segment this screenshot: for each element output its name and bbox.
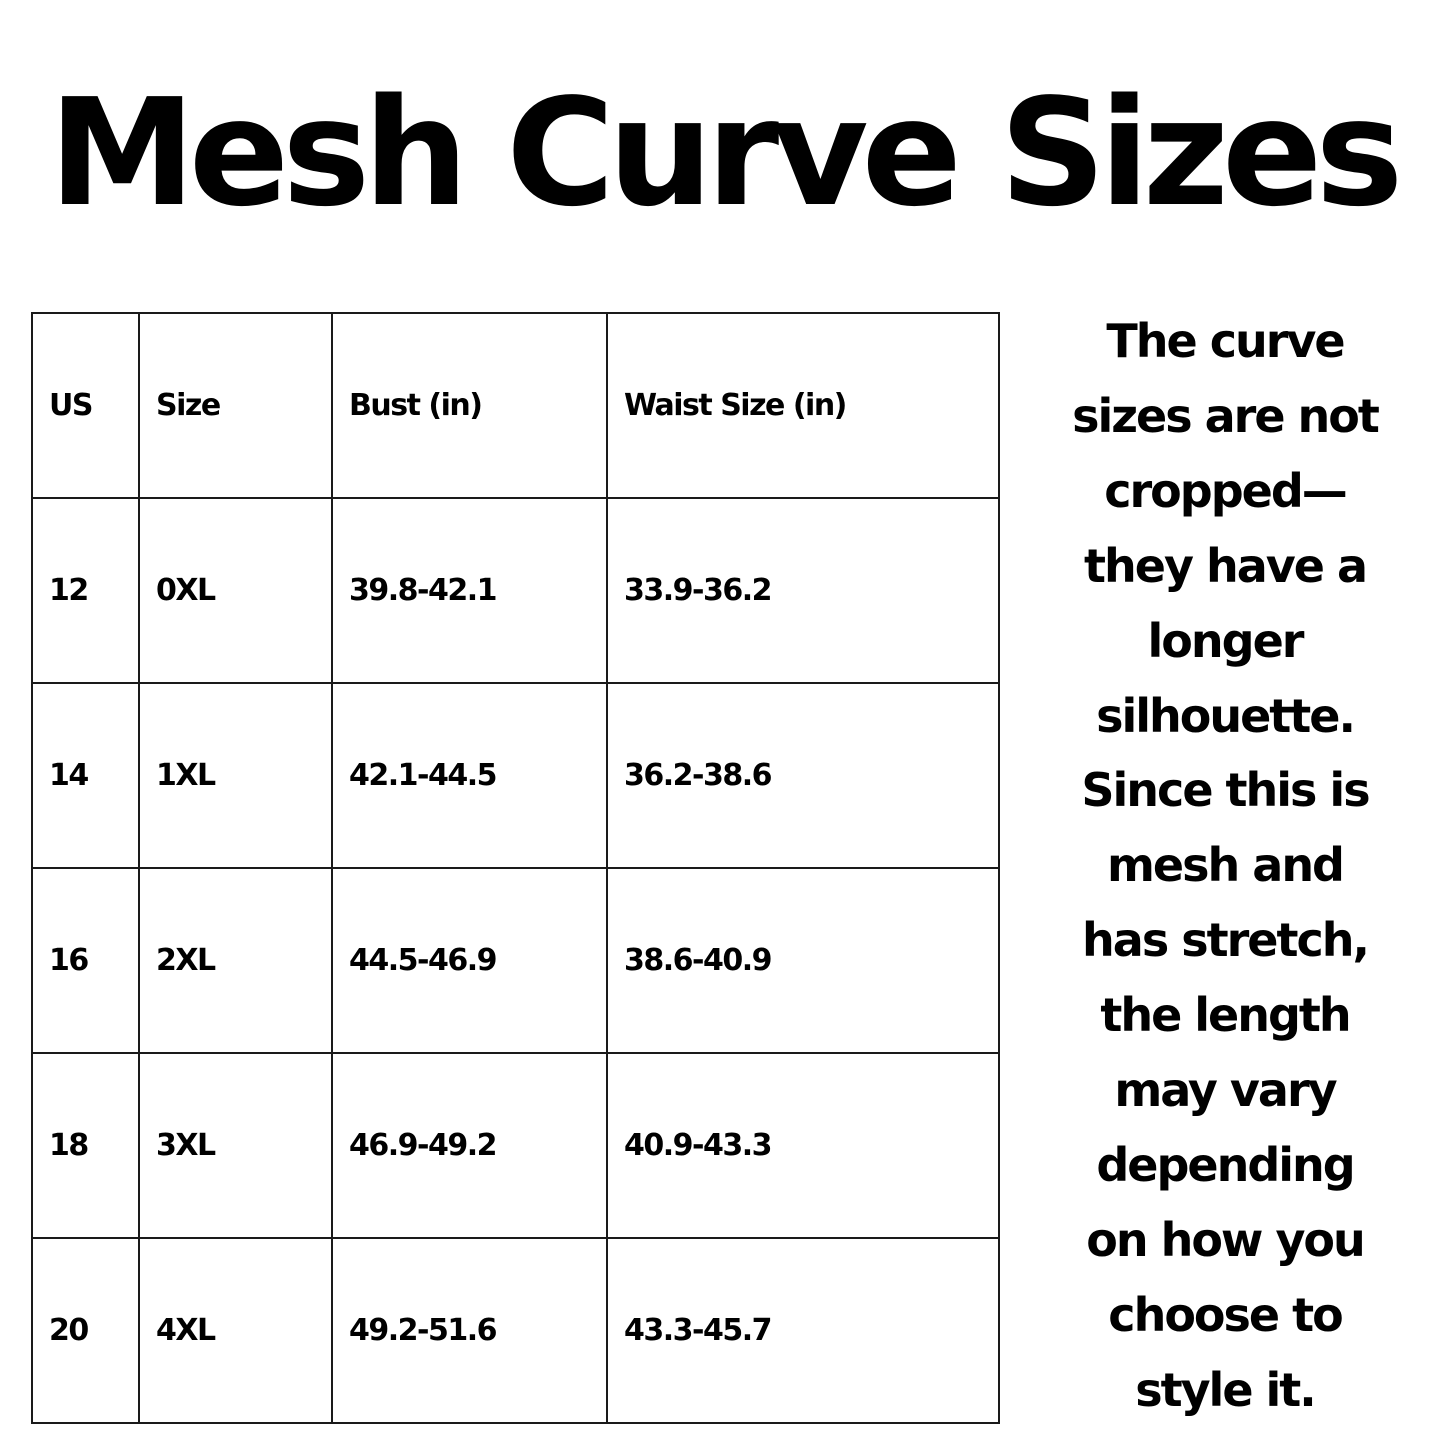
table-row — [32, 683, 999, 868]
table-row — [32, 1053, 999, 1238]
fit-note-line: may vary — [1114, 1063, 1336, 1118]
cell-size: 2XL — [139, 868, 332, 1053]
fit-note-line: the length — [1100, 988, 1350, 1043]
cell-us: 18 — [32, 1053, 139, 1238]
fit-note-line: mesh and — [1107, 838, 1343, 893]
fit-note-line: sizes are not — [1072, 388, 1378, 443]
table-header-row — [32, 313, 999, 498]
page-title: Mesh Curve Sizes — [48, 67, 1397, 239]
cell-us: 14 — [32, 683, 139, 868]
cell-size: 1XL — [139, 683, 332, 868]
header-us: US — [32, 313, 139, 498]
fit-note-line: depending — [1096, 1137, 1354, 1192]
table-row — [32, 1238, 999, 1423]
fit-note-line: silhouette. — [1096, 688, 1354, 743]
size-chart-table — [31, 312, 1000, 1424]
cell-size: 3XL — [139, 1053, 332, 1238]
cell-bust: 39.8-42.1 — [332, 498, 607, 683]
fit-note-line: style it. — [1135, 1362, 1315, 1417]
header-bust: Bust (in) — [332, 313, 607, 498]
fit-note-line: choose to — [1108, 1287, 1342, 1342]
table-row — [32, 868, 999, 1053]
cell-bust: 44.5-46.9 — [332, 868, 607, 1053]
header-waist: Waist Size (in) — [607, 313, 999, 498]
cell-us: 16 — [32, 868, 139, 1053]
cell-waist: 38.6-40.9 — [607, 868, 999, 1053]
fit-note-line: has stretch, — [1082, 913, 1368, 968]
fit-note-line: cropped— — [1104, 463, 1346, 518]
cell-waist: 33.9-36.2 — [607, 498, 999, 683]
fit-note-line: they have a — [1084, 538, 1366, 593]
table-row — [32, 498, 999, 683]
fit-note-line: longer — [1147, 613, 1303, 668]
cell-us: 12 — [32, 498, 139, 683]
cell-size: 0XL — [139, 498, 332, 683]
cell-waist: 40.9-43.3 — [607, 1053, 999, 1238]
cell-waist: 43.3-45.7 — [607, 1238, 999, 1423]
cell-us: 20 — [32, 1238, 139, 1423]
cell-size: 4XL — [139, 1238, 332, 1423]
fit-note-line: The curve — [1106, 314, 1344, 368]
fit-note — [1040, 304, 1410, 1428]
header-size: Size — [139, 313, 332, 498]
cell-bust: 42.1-44.5 — [332, 683, 607, 868]
cell-bust: 49.2-51.6 — [332, 1238, 607, 1423]
cell-bust: 46.9-49.2 — [332, 1053, 607, 1238]
fit-note-line: Since this is — [1081, 763, 1369, 818]
cell-waist: 36.2-38.6 — [607, 683, 999, 868]
fit-note-line: on how you — [1086, 1212, 1364, 1267]
